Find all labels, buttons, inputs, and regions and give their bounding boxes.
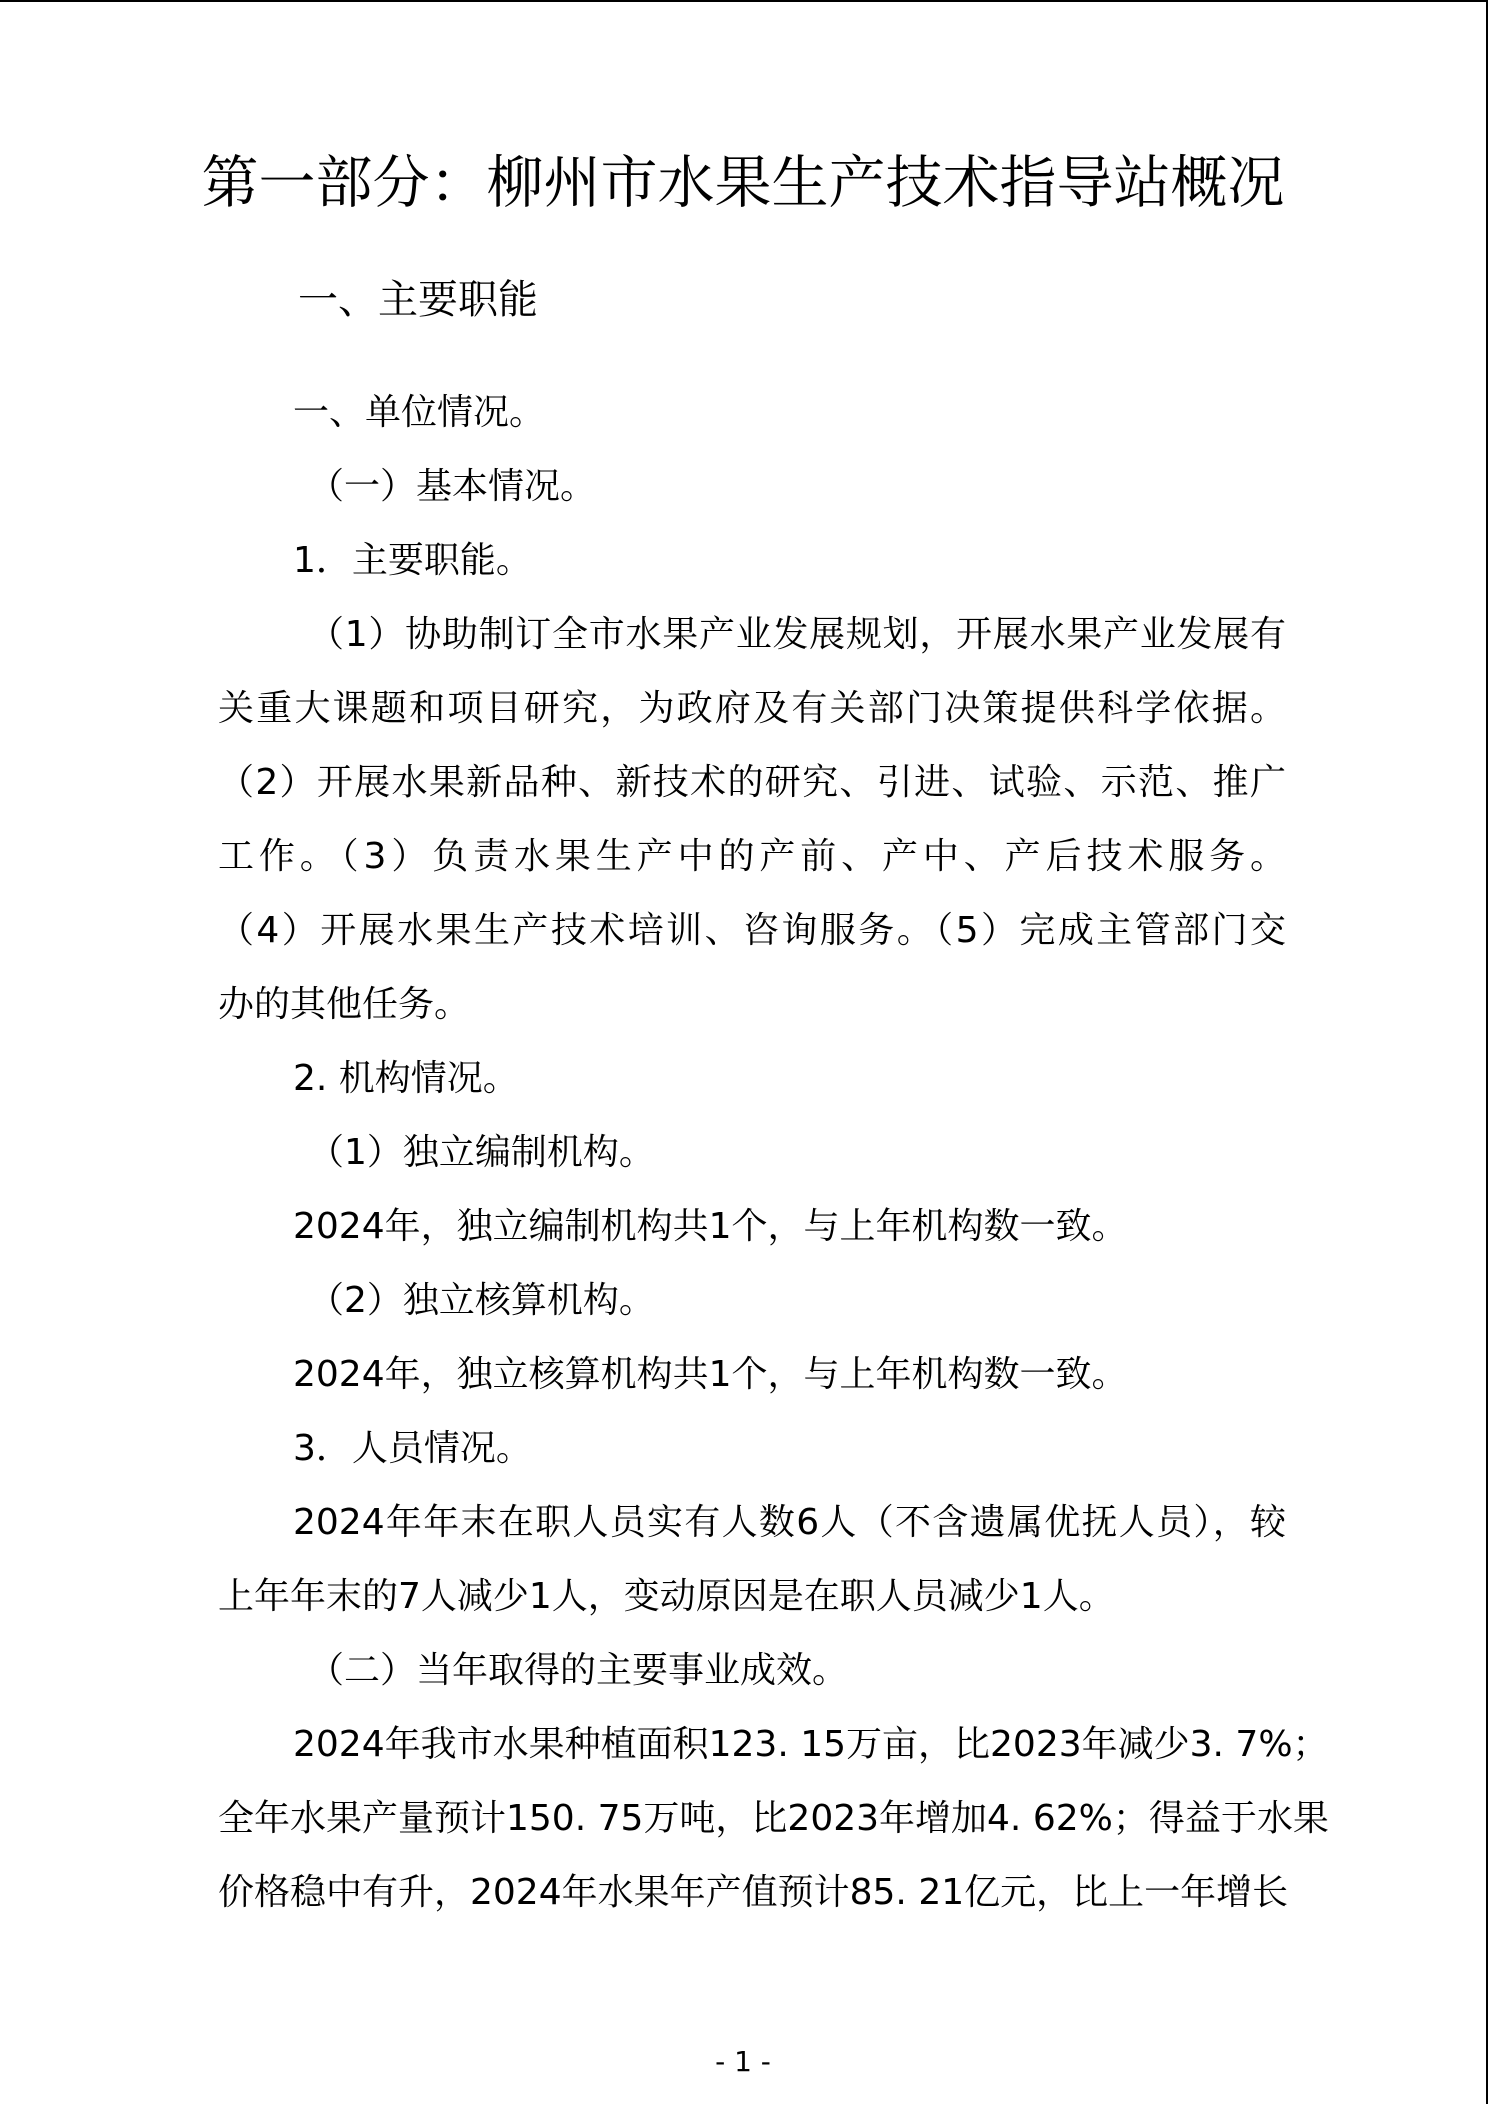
paragraph-line: 2024年，独立核算机构共1个，与上年机构数一致。 [293,1354,1128,1395]
paragraph-line: 办的其他任务。 [218,984,471,1025]
paragraph-line: （4）开展水果生产技术培训、咨询服务。（5）完成主管部门交 [218,910,1286,951]
paragraph-line: 上年年末的7人减少1人，变动原因是在职人员减少1人。 [218,1576,1115,1617]
paragraph-line: 2024年年末在职人员实有人数6人（不含遗属优抚人员），较 [293,1502,1286,1543]
page-title: 第一部分：柳州市水果生产技术指导站概况 [201,150,1285,216]
paragraph-line: （1）协助制订全市水果产业发展规划，开展水果产业发展有 [308,614,1286,655]
paragraph-line: 2024年，独立编制机构共1个，与上年机构数一致。 [293,1206,1128,1247]
section-heading: 一、主要职能 [298,277,538,323]
paragraph-line: （二）当年取得的主要事业成效。 [308,1650,849,1691]
paragraph-line: 2. 机构情况。 [293,1058,519,1099]
paragraph-line: 一、单位情况。 [293,392,546,433]
paragraph-line: 1．主要职能。 [293,540,532,581]
paragraph-line: 3．人员情况。 [293,1428,532,1469]
paragraph-line: 工作。（3）负责水果生产中的产前、产中、产后技术服务。 [218,836,1286,877]
paragraph-line: 2024年我市水果种植面积123. 15万亩，比2023年减少3. 7%； [293,1724,1329,1765]
paragraph-line: 价格稳中有升，2024年水果年产值预计85. 21亿元，比上一年增长 [218,1872,1289,1913]
paragraph-line: 全年水果产量预计150. 75万吨，比2023年增加4. 62%；得益于水果 [218,1798,1329,1839]
paragraph-line: 关重大课题和项目研究，为政府及有关部门决策提供科学依据。 [218,688,1286,729]
paragraph-line: （2）独立核算机构。 [308,1280,655,1321]
paragraph-line: （2）开展水果新品种、新技术的研究、引进、试验、示范、推广 [218,762,1286,803]
paragraph-line: （一）基本情况。 [308,466,597,507]
paragraph-line: （1）独立编制机构。 [308,1132,655,1173]
page-number: - 1 - [715,2045,771,2078]
